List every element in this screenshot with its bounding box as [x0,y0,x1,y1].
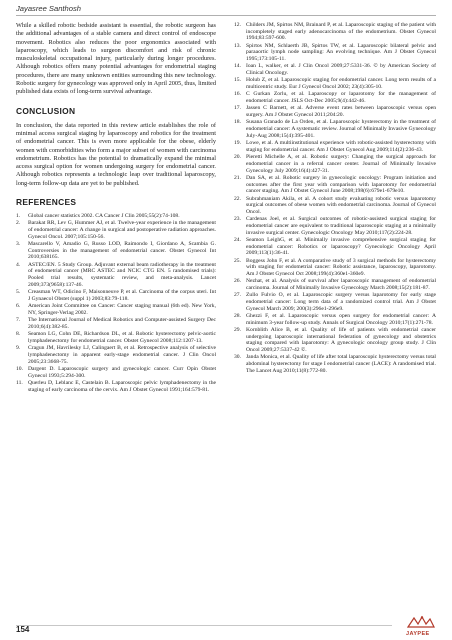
reference-number: 30. [234,354,241,361]
reference-item [234,140,436,153]
reference-number: 6. [16,303,21,310]
reference-number: 5. [16,289,21,296]
reference-number: 27. [234,292,241,299]
reference-list-left [16,213,216,393]
reference-text: Barakat RR, Lev G, Hummer AJ, et al. Twelve-year experience in the management of endometrial cancer: A change in surgical and postoperative radiation approaches. Gynecol Oncol. 2007;105:150-56. [28,220,216,240]
reference-item [16,331,216,344]
reference-text: Susana Granado de La Orden, et al. Laparoscopic hysterectomy in the treatment of endometrial cancer: A systematic review. Journal of Minimally Invasive Gynecology July-Aug 2008;15(4):395-401. [246,119,436,139]
reference-item [16,303,216,316]
reference-number: 20. [234,154,241,161]
reference-item [234,313,436,326]
reference-text: ASTEC/EN. 5 Study Group. Adjuvant external beam radiotherapy in the treatment of endometrial cancer (MRC ASTEC and NCIC CTG EN. 5 randomised trials): Pooled trial results, systematic review, and meta-analysis. Lancet 2009;373(9658):137-46. [28,261,216,288]
reference-number: 7. [16,317,21,324]
reference-text: C Gurkan Zorlu, et al. Laparoscopy or laparotomy for the management of endometrial cancer. JSLS Oct-Dec 2005;9(4):442-46. [246,91,436,105]
reference-text: Seamon LeighG, et al. Minimally invasive comprehensive surgical staging for endometrial cancer: Robotics or laparoscopy? Gynecologic Oncology April 2009;113(1):36-41. [246,236,436,257]
reference-number: 14. [234,63,241,70]
reference-item [234,63,436,76]
reference-item [234,91,436,104]
reference-item [16,241,216,261]
footer-rule [16,625,392,626]
page-number: 154 [16,625,30,634]
reference-text: Jassen C Barnett, et al. Adverse event rates between laparoscopic versus open surgery. Am J Obstet Gynecol 2011;204:20. [246,105,436,119]
reference-item [16,220,216,240]
reference-number: 17. [234,105,241,112]
reference-number: 28. [234,313,241,320]
reference-item [16,380,216,393]
reference-item [16,366,216,379]
reference-text: Lowe, et al. A multiinstitutional experience with robotic-assisted hysterectomy with staging for endometrial cancer. Am J Obstet Gynecol Aug 2009;114(2):236-43. [246,140,436,153]
running-header: Jayasree Santhosh [16,4,82,13]
references-heading: REFERENCES [16,197,77,208]
reference-text: Holub Z, et al. Laparoscopic staging for endometrial cancer. Long term results of a multicentric study. Eur J Gynecol Oncol 2002; 23(4):305-10. [246,77,436,91]
reference-text: Cragun JM, Havrilesky LJ, Calingaert B, et al. Retrospective analysis of selective lymphadenectomy in apparent early-stage endometrial cancer. J Clin Oncol 2005;23:3668-75. [28,345,216,365]
reference-number: 21. [234,174,241,181]
reference-number: 9. [16,345,21,352]
publisher-logo-text: JAYPEE [406,631,430,637]
reference-text: Creasman WT, Odicino F, Maisonneuve P, et al. Carcinoma of the corpus uteri. Int J Gynaecol Obstet (suppl 1) 2003;83:79-118. [28,289,216,302]
reference-number: 26. [234,278,241,285]
reference-list-right [234,22,436,375]
reference-number: 1. [16,213,21,220]
conclusion-paragraph: In conclusion, the data reported in this review article establishes the role of minimal access surgical staging by laparoscopy and robotics for the treatment of endometrial cancer. This is even more applicable for the obese, elderly women with comorbidities who form a major subset of women with carcinoma endometrium. Robotics has the potential to dramatically expand the minimal access surgical option for women undergoing surgery for endometrial cancer. Although robotics represents a technologic leap over traditional laparoscopy, long-term follow-up data are yet to be published. [16,121,216,187]
reference-number: 4. [16,261,21,268]
reference-text: Kornblith Alice B, et al. Quality of life of patients with endometrial cancer undergoing laparoscopic international federation of gynecology and obstetrics staging compared with laparotomy: A gynecologic oncology group study. J Clin Oncol 2009;27:5337-42 ©. [246,327,436,354]
reference-text: Cardenas Joel, et al. Surgical outcomes of robotic-assisted surgical staging for endometrial cancer are equivalent to traditional laparoscopic staging at a minimally invasive surgical center. Gynecologic Oncology May 2010;117(2):224-28. [246,216,436,236]
reference-text: Janda Monica, et al. Quality of life after total laparoscopic hysterectomy versus total abdominal hysterectomy for stage I endometrial cancer (LACE): A randomised trial. The Lancet Aug 2010;11(8):772-80. [246,354,436,374]
reference-number: 22. [234,195,241,202]
reference-item [16,289,216,302]
reference-number: 18. [234,119,241,126]
reference-text: Pieretti Michelle A, et al. Robotic surgery: Changing the surgical approach for endometrial cancer in a referral cancer center. Journal of Minimally Invasive Gynecology July 2009;16(4):427-31. [246,154,436,174]
reference-item [234,216,436,236]
reference-item [234,119,436,139]
reference-text: Global cancer statistics 2002. CA Cancer J Clin 2005;55(2):74-108. [28,213,180,220]
conclusion-heading: CONCLUSION [16,105,76,116]
reference-item [234,278,436,291]
reference-text: Dargent D. Laparoscopic surgery and gynecologic cancer. Curr Opin Obstet Gynecol 1993;5:294-300. [28,365,216,379]
reference-item [234,43,436,63]
reference-number: 10. [16,365,23,372]
reference-item [16,262,216,289]
reference-text: Mascarello V, Amadio G, Russo LOD, Raimondo I, Giordano A, Scambia G. Controversies in the management of endometrial cancer. Obstet Gynecol Int 2010;638165. [28,241,216,261]
reference-number: 3. [16,241,21,248]
reference-text: The International Journal of Medical Robotics and Computer-assisted Surgery Dec 2010;6(4):382-85. [28,317,216,330]
reference-text: Ioan L, walker, et al. J Clin Oncol 2009;27:5331-36. © by American Society of Clinical Oncology. [246,63,436,77]
reference-text: Boggess John F, et al. A comparative study of 3 surgical methods for hysterectomy with staging for endometrial cancer: Robotic assistance, laparoscopy, laparotomy. Am J Obstet Gynecol Oct 2008;199(4):360e1-360e9. [246,257,436,278]
reference-item [234,354,436,374]
reference-number: 13. [234,42,241,49]
publisher-logo [404,615,438,637]
reference-text: Nezhat, et al. Analysis of survival after laparoscopic management of endometrial carcinoma. Journal of Minimally Invasive Gynecology March 2008;15(2):181-87. [246,278,436,292]
reference-item [234,196,436,216]
reference-text: Ghezzi F, et al. Laparoscopic versus open surgery for endometrial cancer: A minimum 3-year follow-up study. Annals of Surgical Oncology 2010;17(1):271-78. [246,313,436,326]
reference-text: Querleu D, Leblanc E, Castelain B. Laparoscopic pelvic lymphadenectomy in the staging of early carcinoma of the cervix. Am J Obstet Gynecol 1991;164:579-81. [28,379,216,393]
reference-item [16,213,216,220]
reference-number: 23. [234,216,241,223]
reference-text: American Joint Committee on Cancer: Cancer staging manual (6th ed). New York, NY, Springer-Verlag 2002. [28,303,216,316]
reference-item [234,77,436,90]
reference-number: 29. [234,327,241,334]
reference-number: 11. [16,379,23,386]
reference-number: 12. [234,22,241,28]
right-column [234,22,436,375]
reference-number: 25. [234,257,241,264]
reference-number: 8. [16,331,21,338]
reference-item [234,175,436,195]
reference-item [234,258,436,278]
reference-item [234,327,436,354]
reference-number: 19. [234,140,241,147]
header-rule [16,15,436,16]
reference-number: 24. [234,236,241,243]
reference-number: 16. [234,91,241,98]
reference-text: Subrahmaniam Akila, et al. A cohort study evaluating robotic versus laparotomy surgical outcomes of obese women with endometrial carcinoma. Journal of Gynecol Oncol. [246,195,436,215]
left-column [16,22,216,394]
reference-item [234,22,436,42]
reference-number: 15. [234,77,241,84]
reference-item [234,292,436,312]
reference-text: Zullo Fulvio O, et al. Laparoscopic surgery versus laparotomy for early stage endometrial cancer: Long term data of a randomized control trial. Am J Obstet Gynecol March 2009; 200(3):296e1-296e9. [246,292,436,312]
reference-number: 2. [16,220,21,227]
reference-text: Childers JM, Spirtos NM, Brainard P, et al. Laparoscopic staging of the patient with incompletely staged early adenocarcinoma of the endometrium. Obstet Gynecol 1994;83:597-600. [246,22,436,42]
intro-paragraph: While a skilled robotic bedside assistant is essential, the robotic surgeon has the additional advantages of a stable camera and direct control of endoscope movement. Robotics also reduces the poor ergonomics associated with laparoscopy, which leads to surgeon discomfort and risk of chronic musculoskeletal occupational injury, particularly during longer procedures. Although robotics offers many potential advantages for endometrial staging procedures, there are many unknown entities surrounding this new technology. Robotic surgery for gynecology was approved only in April 2005, thus, limited published data exists of long-term survival advantage. [16,22,216,96]
reference-item [16,345,216,365]
reference-text: Dan SA, et al. Robotic surgery in gynecologic oncology: Program initiation and outcomes after the first year with comparison with laparotomy for endometrial cancer staging. Am J Obstet Gynecol June 2008;198(6):679e1-679e10. [246,174,436,195]
reference-item [16,317,216,330]
publisher-logo-icon [404,615,438,629]
reference-item [234,105,436,118]
reference-text: Spirtos NM, Schlaerth JB, Spirtos TW, et al. Laparoscopic bilateral pelvic and paraaortic lymph node sampling: An evolving technique. Am J Obstet Gynecol 1995;173:105-11. [246,42,436,63]
reference-item [234,154,436,174]
reference-text: Seamon LG, Cohn DE, Richardson DL, et al. Robotic hysterectomy pelvic-aortic lymphadenectomy for endometrial cancer. Obstet Gynecol 2008;112:1207-13. [28,331,216,344]
reference-item [234,237,436,257]
